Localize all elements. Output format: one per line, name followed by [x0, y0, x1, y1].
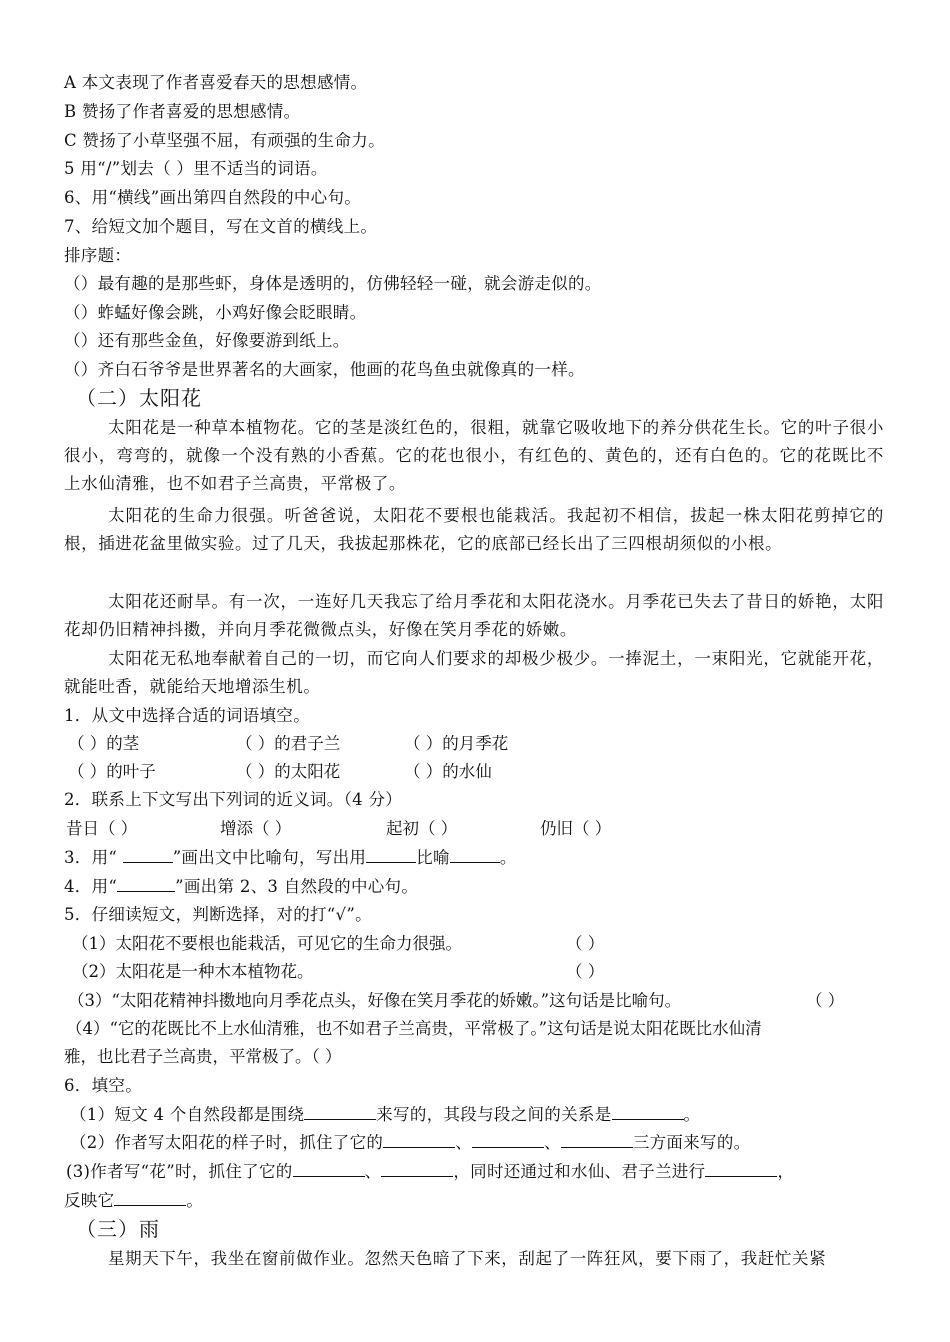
answer-blank[interactable] — [612, 1105, 684, 1120]
fill-text: (3)作者写“花”时，抓住了它的 — [66, 1162, 293, 1181]
fill-text: （2）作者写太阳花的样子时，抓住了它的 — [70, 1133, 384, 1152]
fill-text: 。 — [683, 1105, 701, 1124]
judge-answer-box[interactable]: （ ） — [806, 991, 845, 1010]
fill-text: 来写的，其段与段之间的关系是 — [376, 1105, 612, 1124]
question-3-simile — [64, 847, 517, 869]
fill-word-item: （ ）的水仙 — [404, 762, 492, 781]
fill-text: 反映它 — [64, 1191, 115, 1210]
fill-word-item: （ ）的叶子 — [68, 762, 156, 781]
answer-blank[interactable] — [705, 1162, 777, 1177]
judge-item: （4）“它的花既比不上水仙清雅，也不如君子兰高贵，平常极了。”这句话是说太阳花既比水仙清 — [66, 1019, 762, 1038]
answer-blank[interactable] — [304, 1105, 376, 1120]
answer-blank[interactable] — [383, 1133, 455, 1148]
synonym-prompt: 2．联系上下文写出下列词的近义词。（4 分） — [64, 790, 403, 809]
fill-word-item: （ ）的茎 — [68, 734, 140, 753]
fill-item-3-cont — [64, 1190, 203, 1212]
synonym-item: 昔日（ ） — [66, 819, 138, 838]
judge-answer-box[interactable]: （ ） — [566, 962, 605, 981]
fill-text: （1）短文 4 个自然段都是围绕 — [70, 1105, 305, 1124]
q3-text: 3．用“ — [64, 848, 123, 867]
ordering-item: （）齐白石爷爷是世界著名的大画家，他画的花鸟鱼虫就像真的一样。 — [64, 360, 585, 379]
judge-item: 雅，也比君子兰高贵，平常极了。（ ） — [64, 1047, 342, 1066]
judge-item: （1）太阳花不要根也能栽活，可见它的生命力很强。 — [72, 934, 462, 953]
question-6: 6、用“横线”画出第四自然段的中心句。 — [64, 188, 362, 207]
fill-text: 、 — [544, 1133, 561, 1152]
q4-text: 4．用“ — [64, 877, 118, 896]
section-heading: （二）太阳花 — [76, 386, 202, 410]
fill-words-prompt: 1．从文中选择合适的词语填空。 — [64, 706, 310, 725]
judge-item: （3）“太阳花精神抖擞地向月季花点头，好像在笑月季花的娇嫩。”这句话是比喻句。 — [68, 991, 682, 1010]
synonym-item: 起初（ ） — [386, 819, 458, 838]
underline-sample — [117, 877, 175, 892]
fill-text: 、 — [364, 1162, 382, 1181]
question-4-central-sentence — [64, 876, 418, 898]
passage-paragraph: 太阳花的生命力很强。听爸爸说，太阳花不要根也能栽活。我起初不相信，拔起一株太阳花剪掉它的根，插进花盆里做实验。过了几天，我拔起那株花，它的底部已经长出了三四根胡须似的小根。 — [64, 506, 884, 553]
fill-text: 三方面来写的。 — [632, 1133, 751, 1152]
ordering-title: 排序题： — [64, 246, 132, 265]
answer-blank[interactable] — [450, 848, 500, 863]
q3-text: ”画出文中比喻句，写出用 — [172, 848, 367, 867]
judge-answer-box[interactable]: （ ） — [566, 934, 605, 953]
fill-word-item: （ ）的君子兰 — [236, 734, 341, 753]
q3-text: 。 — [499, 848, 517, 867]
answer-blank[interactable] — [472, 1133, 544, 1148]
fill-text: 。 — [186, 1191, 204, 1210]
fill-text: ， — [777, 1162, 795, 1181]
answer-blank[interactable] — [561, 1133, 633, 1148]
judge-item: （2）太阳花是一种木本植物花。 — [72, 962, 314, 981]
fill-item-3 — [66, 1161, 794, 1183]
answer-blank[interactable] — [366, 848, 416, 863]
passage-paragraph: 太阳花还耐旱。有一次，一连好几天我忘了给月季花和太阳花浇水。月季花已失去了昔日的娇艳，太阳花却仍旧精神抖擞，并向月季花微微点头，好像在笑月季花的娇嫩。 — [64, 592, 884, 639]
fill-text: ，同时还通过和水仙、君子兰进行 — [453, 1162, 706, 1181]
passage-paragraph: 太阳花是一种草本植物花。它的茎是淡红色的，很粗，就靠它吸收地下的养分供花生长。它的叶子很小很小，弯弯的，就像一个没有熟的小香蕉。它的花也很小，有红色的、黄色的，还有白色的。它的花既比不上水仙清雅，也不如君子兰高贵，平常极了。 — [64, 418, 884, 493]
judge-prompt: 5．仔细读短文，判断选择，对的打“√”。 — [64, 905, 372, 924]
question-7: 7、给短文加个题目，写在文首的横线上。 — [64, 217, 378, 236]
section-heading: （三）雨 — [76, 1217, 160, 1241]
option-c: C 赞扬了小草坚强不屈，有顽强的生命力。 — [64, 131, 385, 150]
fill-item-1 — [70, 1104, 700, 1126]
passage-paragraph: 太阳花无私地奉献着自己的一切，而它向人们要求的却极少极少。一捧泥土，一束阳光，它就能开花，就能吐香，就能给天地增添生机。 — [64, 649, 884, 696]
ordering-item: （）还有那些金鱼，好像要游到纸上。 — [64, 331, 350, 350]
passage-paragraph: 星期天下午，我坐在窗前做作业。忽然天色暗了下来，刮起了一阵狂风，要下雨了，我赶忙关紧 — [108, 1249, 827, 1268]
ordering-item: （）最有趣的是那些虾，身体是透明的，仿佛轻轻一碰，就会游走似的。 — [64, 274, 602, 293]
question-5: 5 用“/”划去（ ）里不适当的词语。 — [64, 159, 328, 178]
fill-word-item: （ ）的太阳花 — [236, 762, 341, 781]
fill-prompt: 6．填空。 — [64, 1076, 142, 1095]
fill-word-item: （ ）的月季花 — [404, 734, 509, 753]
ordering-item: （）蚱蜢好像会跳，小鸡好像会眨眼睛。 — [64, 303, 367, 322]
q4-text: ”画出第 2、3 自然段的中心句。 — [175, 877, 419, 896]
underline-sample — [123, 848, 173, 863]
option-a: A 本文表现了作者喜爱春天的思想感情。 — [64, 73, 368, 92]
answer-blank[interactable] — [114, 1191, 186, 1206]
option-b: B 赞扬了作者喜爱的思想感情。 — [64, 102, 301, 121]
answer-blank[interactable] — [293, 1162, 365, 1177]
q3-text: 比喻 — [416, 848, 450, 867]
fill-item-2 — [70, 1132, 750, 1154]
synonym-item: 增添（ ） — [220, 819, 292, 838]
answer-blank[interactable] — [381, 1162, 453, 1177]
fill-text: 、 — [455, 1133, 473, 1152]
synonym-item: 仍旧（ ） — [540, 819, 612, 838]
